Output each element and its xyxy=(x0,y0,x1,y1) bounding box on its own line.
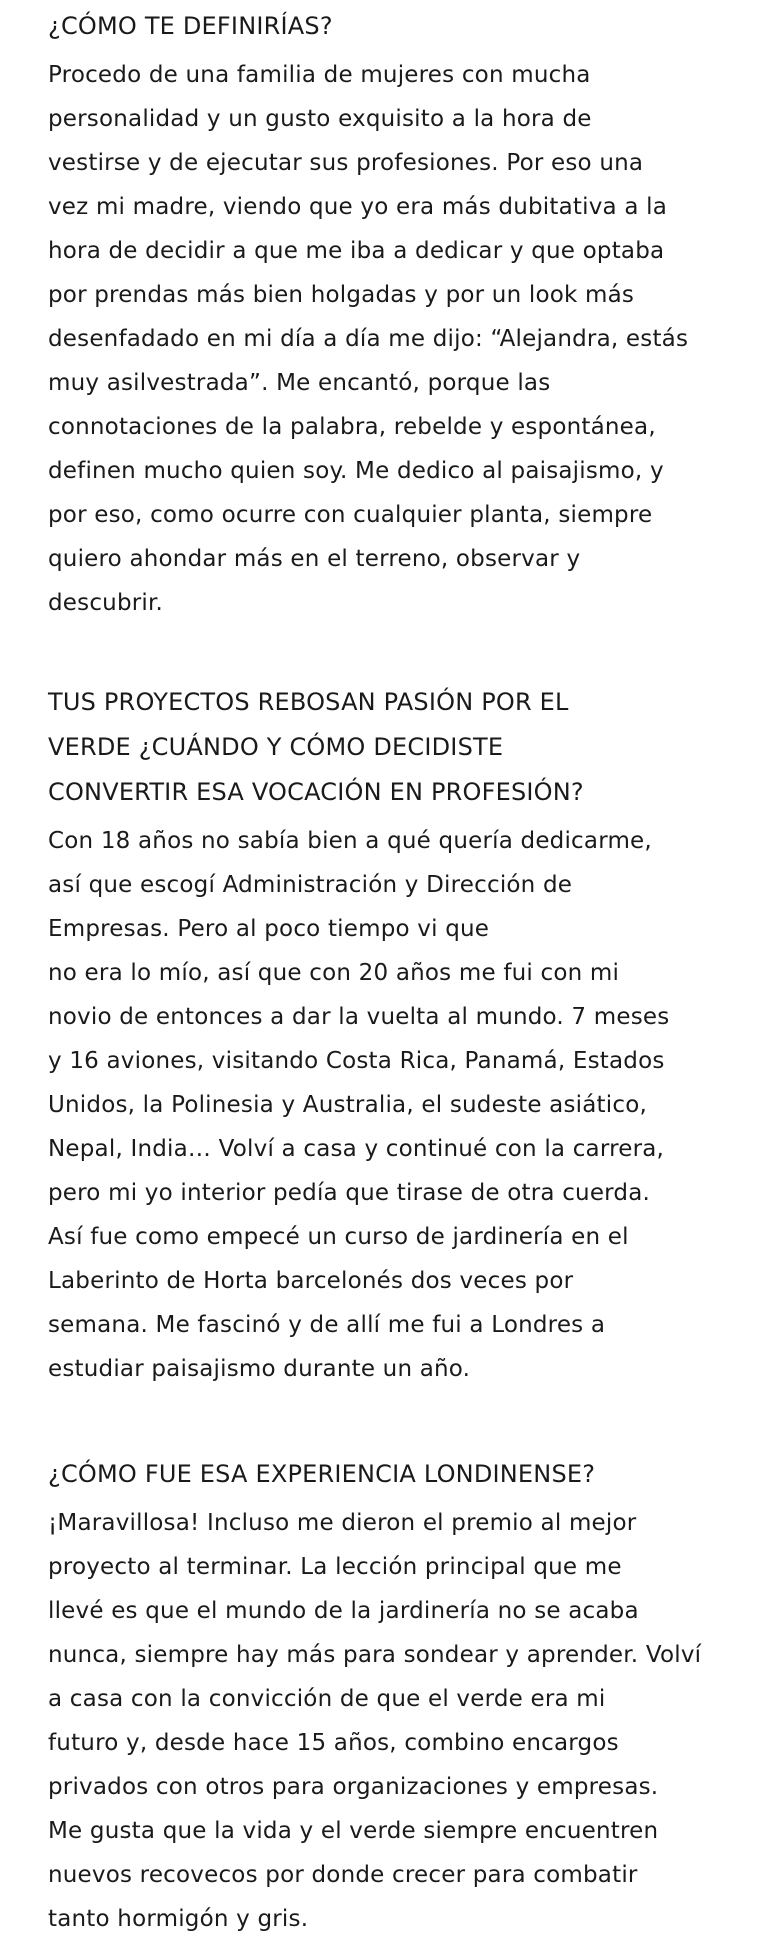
answer-line: así que escogí Administración y Dirección de xyxy=(48,872,573,898)
answer-line: Empresas. Pero al poco tiempo vi que xyxy=(48,916,490,942)
question-line: ¿CÓMO FUE ESA EXPERIENCIA LONDINENSE? xyxy=(48,1460,596,1488)
answer-line: descubrir. xyxy=(48,590,164,616)
answer-line: nuevos recovecos por donde crecer para combatir xyxy=(48,1862,638,1888)
question-heading xyxy=(48,4,688,49)
answer-line: Me gusta que la vida y el verde siempre encuentren xyxy=(48,1818,659,1844)
answer-line: por prendas más bien holgadas y por un look más xyxy=(48,282,635,308)
answer-paragraph xyxy=(48,1501,701,1941)
answer-line: personalidad y un gusto exquisito a la hora de xyxy=(48,106,592,132)
qa-section-3 xyxy=(48,1452,701,1941)
answer-line: llevé es que el mundo de la jardinería no se acaba xyxy=(48,1598,639,1624)
answer-line: quiero ahondar más en el terreno, observar y xyxy=(48,546,581,572)
question-line: TUS PROYECTOS REBOSAN PASIÓN POR EL xyxy=(48,688,569,716)
answer-line: ¡Maravillosa! Incluso me dieron el premio al mejor xyxy=(48,1510,637,1536)
answer-line: por eso, como ocurre con cualquier planta, siempre xyxy=(48,502,653,528)
question-line: ¿CÓMO TE DEFINIRÍAS? xyxy=(48,12,333,40)
answer-line: connotaciones de la palabra, rebelde y espontánea, xyxy=(48,414,656,440)
question-line: CONVERTIR ESA VOCACIÓN EN PROFESIÓN? xyxy=(48,778,584,806)
answer-line: Con 18 años no sabía bien a qué quería dedicarme, xyxy=(48,828,652,854)
answer-line: Laberinto de Horta barcelonés dos veces por xyxy=(48,1268,574,1294)
qa-section-2 xyxy=(48,680,669,1391)
answer-paragraph xyxy=(48,819,669,1391)
answer-line: a casa con la convicción de que el verde era mi xyxy=(48,1686,606,1712)
answer-line: pero mi yo interior pedía que tirase de otra cuerda. xyxy=(48,1180,651,1206)
answer-line: Procedo de una familia de mujeres con mucha xyxy=(48,62,591,88)
answer-line: desenfadado en mi día a día me dijo: “Alejandra, estás xyxy=(48,326,689,352)
answer-line: vez mi madre, viendo que yo era más dubitativa a la xyxy=(48,194,668,220)
answer-paragraph xyxy=(48,53,688,625)
answer-line: definen mucho quien soy. Me dedico al paisajismo, y xyxy=(48,458,664,484)
answer-line: proyecto al terminar. La lección principal que me xyxy=(48,1554,622,1580)
answer-line: Así fue como empecé un curso de jardinería en el xyxy=(48,1224,629,1250)
question-heading xyxy=(48,1452,701,1497)
answer-line: Nepal, India… Volví a casa y continué con la carrera, xyxy=(48,1136,665,1162)
answer-line: futuro y, desde hace 15 años, combino encargos xyxy=(48,1730,619,1756)
answer-line: novio de entonces a dar la vuelta al mundo. 7 meses xyxy=(48,1004,670,1030)
qa-section-1 xyxy=(48,4,688,625)
question-heading xyxy=(48,680,669,815)
answer-line: semana. Me fascinó y de allí me fui a Londres a xyxy=(48,1312,606,1338)
answer-line: vestirse y de ejecutar sus profesiones. Por eso una xyxy=(48,150,644,176)
answer-line: y 16 aviones, visitando Costa Rica, Panamá, Estados xyxy=(48,1048,665,1074)
answer-line: privados con otros para organizaciones y empresas. xyxy=(48,1774,659,1800)
question-line: VERDE ¿CUÁNDO Y CÓMO DECIDISTE xyxy=(48,733,504,761)
answer-line: nunca, siempre hay más para sondear y aprender. Volví xyxy=(48,1642,702,1668)
answer-line: tanto hormigón y gris. xyxy=(48,1906,309,1932)
answer-line: Unidos, la Polinesia y Australia, el sudeste asiático, xyxy=(48,1092,647,1118)
answer-line: no era lo mío, así que con 20 años me fui con mi xyxy=(48,960,620,986)
answer-line: muy asilvestrada”. Me encantó, porque las xyxy=(48,370,551,396)
answer-line: estudiar paisajismo durante un año. xyxy=(48,1356,471,1382)
answer-line: hora de decidir a que me iba a dedicar y que optaba xyxy=(48,238,665,264)
